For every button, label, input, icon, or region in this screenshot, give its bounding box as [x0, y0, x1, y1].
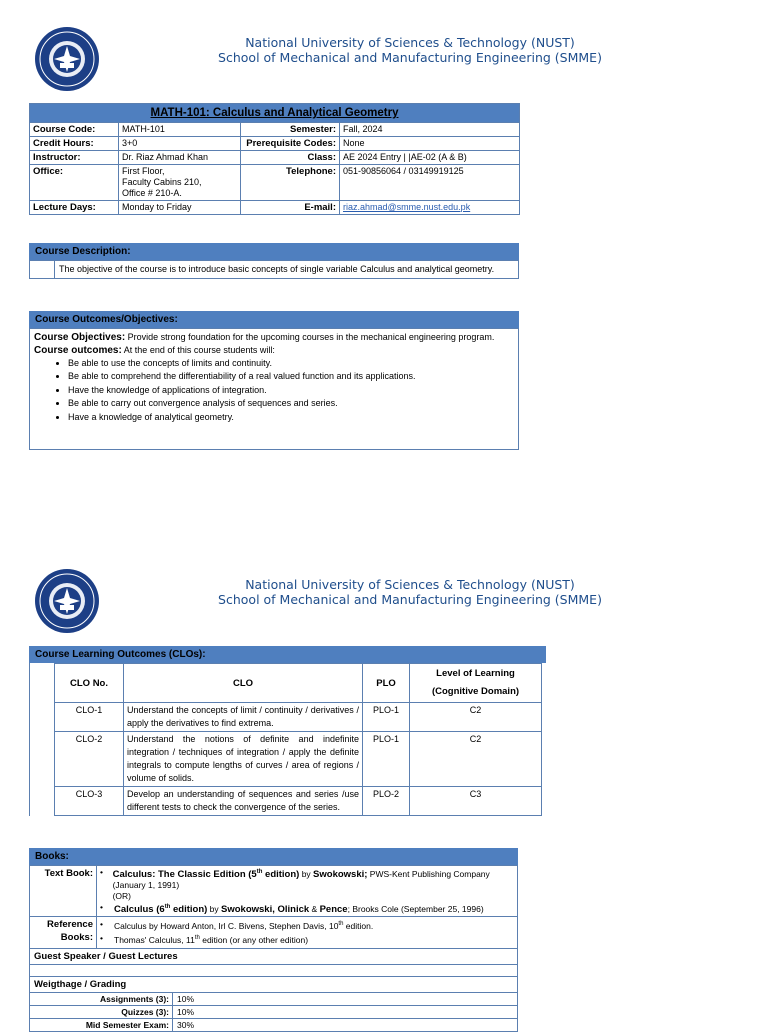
table-header: PLO	[363, 664, 410, 703]
semester-value: Fall, 2024	[340, 123, 520, 137]
clo-section	[29, 646, 546, 816]
email-link[interactable]: riaz.ahmad@smme.nust.edu.pk	[343, 202, 471, 212]
page-header	[160, 577, 660, 607]
clo-heading: Course Learning Outcomes (CLOs):	[29, 646, 546, 663]
text-book-1: Calculus: The Classic Edition (5th edition) by Swokowski; PWS-Kent Publishing Company (January 1, 1991) (OR)	[113, 867, 514, 902]
table-row: CLO-2 Understand the notions of definite and indefinite integration / techniques of integration / apply the definite integrals to compute lengths of curves / area of regions / volume of solids. PLO-1 C2	[55, 732, 542, 787]
credit-hours-label: Credit Hours:	[30, 137, 119, 151]
nust-logo	[34, 26, 100, 92]
course-code-value: MATH-101	[119, 123, 241, 137]
clo-table	[54, 663, 542, 816]
text-book-2: Calculus (6th edition) by Swokowski, Olinick & Pence; Brooks Cole (September 25, 1996)	[114, 903, 484, 915]
grading-heading: Weigthage / Grading	[29, 977, 518, 993]
table-row: Quizzes (3): 10%	[29, 1006, 518, 1019]
course-outcomes-heading: Course Outcomes/Objectives:	[29, 311, 519, 328]
outcomes-intro: At the end of this course students will:	[121, 345, 275, 355]
course-info-table	[29, 103, 520, 215]
page-header	[160, 35, 660, 65]
course-title: MATH-101: Calculus and Analytical Geometry	[30, 104, 520, 123]
outcomes-list	[34, 357, 514, 424]
telephone-label: Telephone:	[241, 165, 340, 201]
office-value	[119, 165, 241, 201]
objectives-label: Course Objectives:	[34, 332, 126, 343]
outcomes-label: Course outcomes:	[34, 345, 122, 356]
books-heading: Books:	[29, 848, 518, 865]
list-item: • Be able to use the concepts of limits and continuity.	[68, 357, 514, 370]
table-header: CLO No.	[55, 664, 124, 703]
office-line-1: First Floor,	[122, 166, 165, 176]
course-description-section	[29, 243, 519, 279]
telephone-value: 051-90856064 / 03149919125	[340, 165, 520, 201]
list-item: • Have a knowledge of analytical geometry.	[68, 411, 514, 424]
email-label: E-mail:	[241, 201, 340, 215]
reference-book-1: • Calculus by Howard Anton, Irl C. Bivens, Stephen Davis, 10th edition.	[100, 918, 374, 931]
course-code-label: Course Code:	[30, 123, 119, 137]
list-item: • Be able to carry out convergence analysis of sequences and series.	[68, 397, 514, 410]
credit-hours-value: 3+0	[119, 137, 241, 151]
university-name: National University of Sciences & Technology (NUST)	[245, 35, 575, 50]
office-line-3: Office # 210-A.	[122, 188, 182, 198]
prereq-label: Prerequisite Codes:	[241, 137, 340, 151]
course-description-text: The objective of the course is to introduce basic concepts of single variable Calculus and analytical geometry.	[59, 264, 495, 274]
reference-books-label: Reference Books:	[30, 917, 97, 949]
office-label: Office:	[30, 165, 119, 201]
class-value: AE 2024 Entry | |AE-02 (A & B)	[340, 151, 520, 165]
table-row: Mid Semester Exam: 30%	[29, 1019, 518, 1032]
lecture-days-value: Monday to Friday	[119, 201, 241, 215]
class-label: Class:	[241, 151, 340, 165]
office-line-2: Faculty Cabins 210,	[122, 177, 202, 187]
reference-book-2: • Thomas' Calculus, 11th edition (or any other edition)	[100, 933, 309, 946]
instructor-label: Instructor:	[30, 151, 119, 165]
list-item: • Be able to comprehend the differentiability of a real valued function and its applications.	[68, 370, 514, 383]
table-row: Assignments (3): 10%	[29, 993, 518, 1006]
books-section: Books: Text Book: • Calculus: The Classic Edition (5th edition) by Swokowski; PWS-Kent Publishing Company (January 1, 1991) (OR) • Calculus (6th edition) by Swokowski, Olinick & Pence; Brooks Cole (September 25, 1996) Reference Books: • Calculus by Howard Anton, Irl C. Bivens, Stephen Davis, 10th edition. • Thomas' Calculus, 11th edition (or any other edition) Guest Speaker / Guest Lectures Weigthage / Grading Assignments (3): 10% Quizzes (3): 10% Mid Semester Exam: 30%	[29, 848, 518, 1032]
objectives-text: Provide strong foundation for the upcoming courses in the mechanical engineering program.	[125, 332, 495, 342]
school-name: School of Mechanical and Manufacturing Engineering (SMME)	[218, 50, 602, 65]
prereq-value: None	[340, 137, 520, 151]
university-name: National University of Sciences & Technology (NUST)	[245, 577, 575, 592]
course-outcomes-section	[29, 311, 519, 450]
guest-lectures-heading: Guest Speaker / Guest Lectures	[29, 949, 518, 965]
table-row: CLO-1 Understand the concepts of limit / continuity / derivatives / apply the derivatives to find extrema. PLO-1 C2	[55, 703, 542, 732]
instructor-value: Dr. Riaz Ahmad Khan	[119, 151, 241, 165]
lecture-days-label: Lecture Days:	[30, 201, 119, 215]
school-name: School of Mechanical and Manufacturing Engineering (SMME)	[218, 592, 602, 607]
or-separator: (OR)	[112, 890, 132, 901]
table-header: CLO	[124, 664, 363, 703]
text-book-label: Text Book:	[30, 866, 97, 916]
course-description-heading: Course Description:	[29, 243, 519, 260]
list-item: • Have the knowledge of applications of integration.	[68, 384, 514, 397]
table-header: Level of Learning (Cognitive Domain)	[410, 664, 542, 703]
table-row: CLO-3 Develop an understanding of sequences and series /use different tests to check the convergence of the series. PLO-2 C3	[55, 787, 542, 816]
semester-label: Semester:	[241, 123, 340, 137]
nust-logo	[34, 568, 100, 634]
